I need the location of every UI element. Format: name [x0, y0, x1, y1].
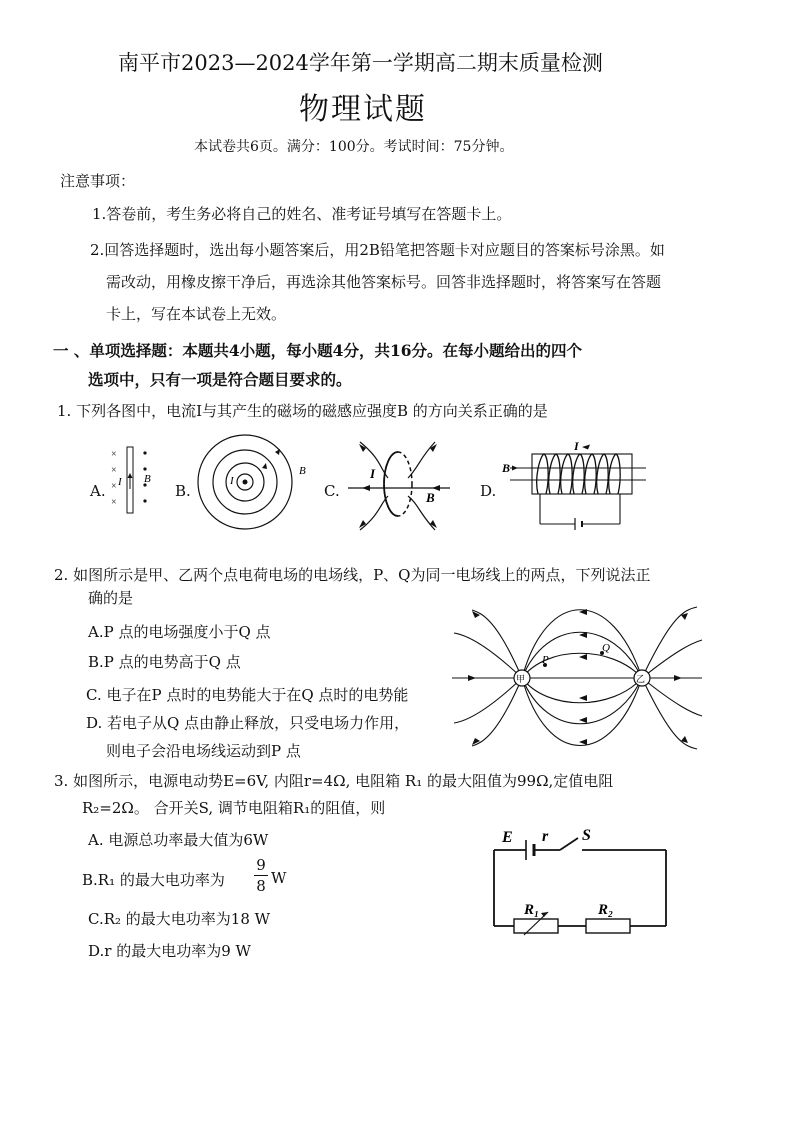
section-1-heading-line-2: 选项中，只有一项是符合题目要求的。	[88, 370, 352, 389]
q3-r1-label: R₁	[524, 902, 540, 918]
q3-s-label: S	[582, 827, 591, 844]
q3-fraction-numerator: 9	[256, 856, 266, 874]
q1-option-d-label: D.	[480, 482, 497, 500]
q3-r-label: r	[542, 828, 549, 845]
q2-p-label: P	[542, 654, 549, 666]
notice-heading: 注意事项：	[60, 172, 136, 190]
q3-r2-label: R₂	[598, 902, 614, 918]
q3-option-b-unit: W	[271, 869, 287, 887]
q1-figure-d	[500, 438, 650, 530]
q2-jia-label: 甲	[516, 674, 526, 684]
q1a-b-label: B	[144, 473, 151, 485]
q1c-i-label: I	[370, 466, 376, 481]
q1c-b-label: B	[426, 490, 435, 505]
svg-text:×: ×	[111, 465, 117, 476]
notice-item-2-line-3: 卡上，写在本试卷上无效。	[106, 305, 287, 323]
q1b-b-label: B	[299, 465, 306, 477]
q1-option-b-label: B.	[175, 482, 191, 500]
notice-item-1: 1.答卷前，考生务必将自己的姓名、准考证号填写在答题卡上。	[92, 205, 512, 223]
q1d-i-label: I	[574, 439, 579, 453]
q2-option-d-line-2: 则电子会沿电场线运动到P 点	[106, 742, 301, 760]
q3-circuit-figure	[490, 822, 670, 934]
q1d-b-label: B	[502, 461, 511, 475]
question-1-stem: 1. 下列各图中，电流I与其产生的磁场的磁感应强度B 的方向关系正确的是	[57, 402, 548, 420]
q1-option-c-label: C.	[324, 482, 340, 500]
q2-yi-label: 乙	[636, 674, 646, 684]
q3-option-c: C.R₂ 的最大电功率为18 W	[88, 910, 271, 928]
q3-option-b-prefix: B.R₁ 的最大电功率为	[82, 871, 225, 889]
q3-option-d: D.r 的最大电功率为9 W	[88, 942, 251, 960]
q2-option-d-line-1: D. 若电子从Q 点由静止释放，只受电场力作用，	[86, 714, 410, 732]
svg-text:×: ×	[111, 449, 117, 460]
q2-option-c: C. 电子在P 点时的电势能大于在Q 点时的电势能	[86, 686, 409, 704]
q1b-i-label: I	[230, 475, 234, 487]
notice-item-2-line-2: 需改动，用橡皮擦干净后，再选涂其他答案标号。回答非选择题时，将答案写在答题	[106, 273, 662, 291]
q1a-i-label: I	[118, 476, 122, 488]
q1-figure-c	[340, 438, 460, 533]
exam-title: 南平市2023—2024学年第一学期高二期末质量检测	[118, 51, 603, 75]
svg-text:×: ×	[111, 497, 117, 508]
subject-title: 物理试题	[299, 92, 427, 127]
q2-option-b: B.P 点的电势高于Q 点	[88, 653, 241, 671]
svg-text:×: ×	[111, 481, 117, 492]
q3-option-a: A. 电源总功率最大值为6W	[88, 831, 269, 849]
q3-e-label: E	[502, 829, 513, 846]
question-2-stem-line-1: 2. 如图所示是甲、乙两个点电荷电场的电场线，P、Q为同一电场线上的两点，下列说法正	[54, 566, 651, 584]
notice-item-2-line-1: 2.回答选择题时，选出每小题答案后，用2B铅笔把答题卡对应题目的答案标号涂黑。如	[90, 241, 665, 259]
question-3-stem-line-1: 3. 如图所示，电源电动势E=6V, 内阻r=4Ω, 电阻箱 R₁ 的最大阻值为99Ω,定值电阻	[54, 772, 614, 790]
question-2-stem-line-2: 确的是	[88, 589, 134, 607]
exam-meta: 本试卷共6页。满分：100分。考试时间：75分钟。	[194, 139, 514, 155]
q1-figure-a	[108, 445, 158, 517]
q2-q-label: Q	[602, 642, 610, 654]
q1-option-a-label: A.	[90, 482, 106, 500]
q3-option-b-fraction	[254, 856, 268, 895]
section-1-heading-line-1: 一 、单项选择题：本题共4小题，每小题4分，共16分。在每小题给出的四个	[53, 341, 583, 360]
q2-option-a: A.P 点的电场强度小于Q 点	[88, 623, 271, 641]
q1-figure-b	[195, 432, 305, 532]
question-3-stem-line-2: R₂=2Ω。 合开关S, 调节电阻箱R₁的阻值，则	[82, 799, 386, 817]
q2-field-figure	[452, 605, 702, 755]
q3-fraction-denominator: 8	[256, 877, 266, 895]
